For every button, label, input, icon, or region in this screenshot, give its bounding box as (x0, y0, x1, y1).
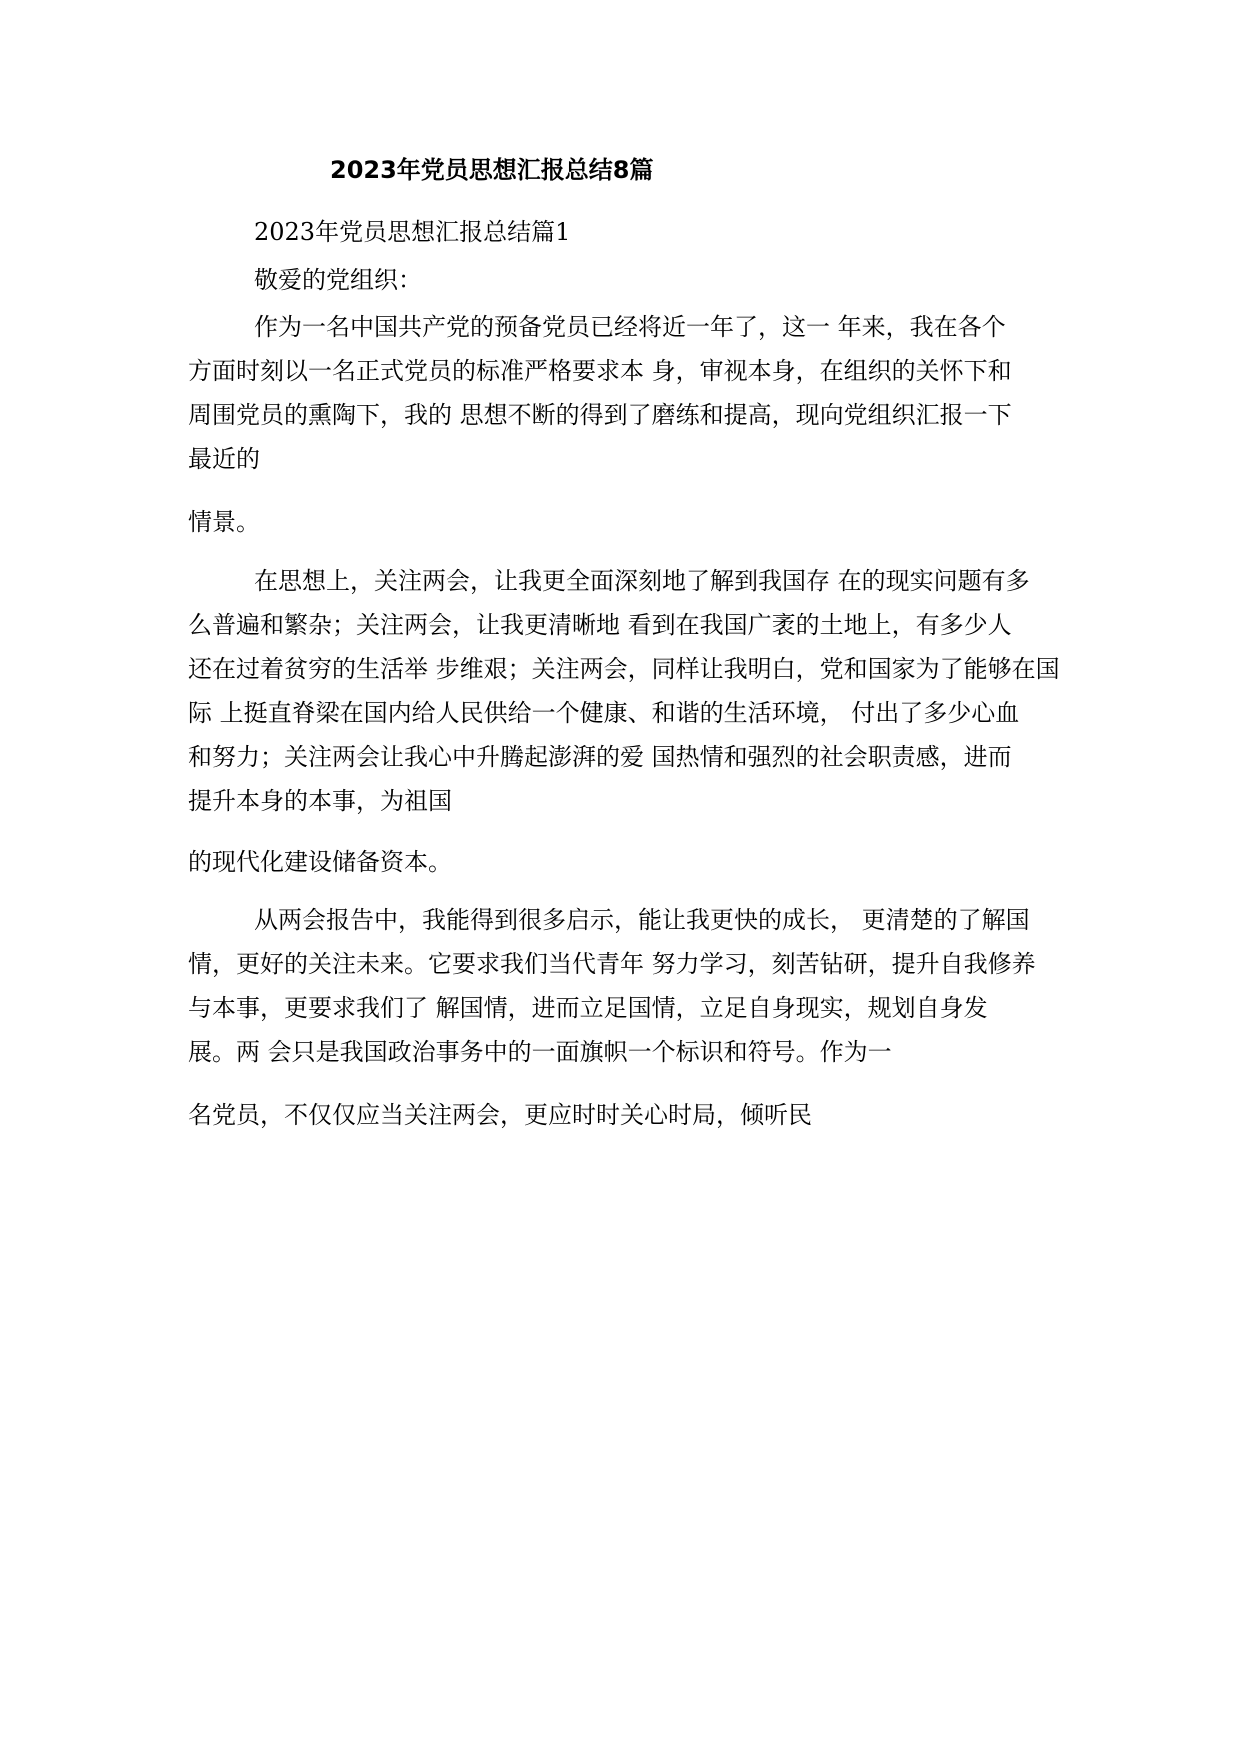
paragraph-5 (188, 898, 1068, 1074)
document-title: 2023年党员思想汇报总结8篇 (330, 156, 654, 184)
paragraph-1 (188, 305, 1068, 481)
section-heading-year: 2023 (254, 218, 316, 246)
section-heading (254, 212, 570, 252)
paragraph-line: 最近的 (188, 445, 260, 473)
paragraph-line: 情景。 (188, 508, 260, 536)
paragraph-line: 提升本身的本事，为祖国 (188, 787, 452, 815)
paragraph-6 (188, 1093, 1068, 1137)
paragraph-2 (188, 500, 1068, 544)
section-heading-index: 1 (555, 218, 571, 246)
paragraph-line: 和努力；关注两会让我心中升腾起澎湃的爱 国热情和强烈的社会职责感，进而 (188, 743, 1012, 771)
paragraph-line: 与本事，更要求我们了 解国情，进而立足国情，立足自身现实，规划自身发 (188, 994, 988, 1022)
paragraph-line: 际 上挺直脊梁在国内给人民供给一个健康、和谐的生活环境， 付出了多少心血 (188, 699, 1020, 727)
paragraph-line: 么普遍和繁杂；关注两会，让我更清晰地 看到在我国广袤的土地上，有多少人 (188, 611, 1012, 639)
paragraph-line: 作为一名中国共产党的预备党员已经将近一年了，这一 年来，我在各个 (254, 313, 1006, 341)
paragraph-line: 情，更好的关注未来。它要求我们当代青年 努力学习，刻苦钻研，提升自我修养 (188, 950, 1036, 978)
paragraph-line: 名党员，不仅仅应当关注两会，更应时时关心时局，倾听民 (188, 1101, 812, 1129)
section-heading-text: 年党员思想汇报总结篇 (315, 218, 556, 246)
paragraph-line: 的现代化建设储备资本。 (188, 848, 452, 876)
paragraph-4 (188, 840, 1068, 884)
paragraph-line: 展。两 会只是我国政治事务中的一面旗帜一个标识和符号。作为一 (188, 1038, 892, 1066)
salutation: 敬爱的党组织： (254, 266, 422, 294)
paragraph-line: 在思想上，关注两会，让我更全面深刻地了解到我国存 在的现实问题有多 (254, 567, 1030, 595)
paragraph-line: 周围党员的熏陶下，我的 思想不断的得到了磨练和提高，现向党组织汇报一下 (188, 401, 1012, 429)
paragraph-line: 方面时刻以一名正式党员的标准严格要求本 身，审视本身，在组织的关怀下和 (188, 357, 1012, 385)
paragraph-3 (188, 559, 1068, 823)
paragraph-line: 还在过着贫穷的生活举 步维艰；关注两会，同样让我明白，党和国家为了能够在国 (188, 655, 1060, 683)
paragraph-line: 从两会报告中，我能得到很多启示，能让我更快的成长， 更清楚的了解国 (254, 906, 1030, 934)
